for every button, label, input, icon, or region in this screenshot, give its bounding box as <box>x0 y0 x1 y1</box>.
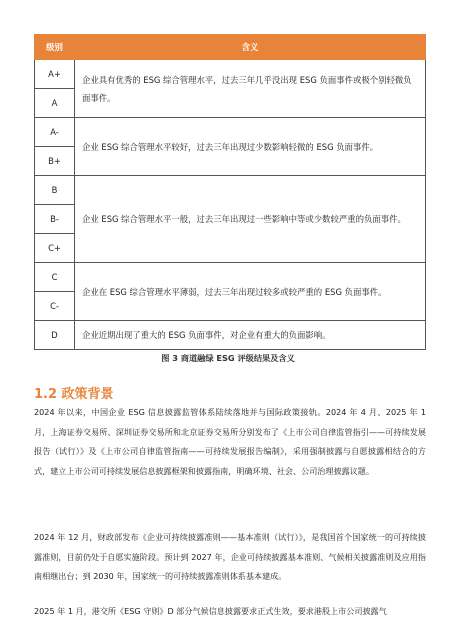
figure-caption: 图 3 商道融绿 ESG 评级结果及含义 <box>161 353 295 363</box>
table-row <box>35 263 426 292</box>
body-paragraph: 2024 年 12 月，财政部发布《企业可持续披露准则——基本准则（试行）》，是我国首个国家统一的可持续披露准则，目前仍处于自愿实施阶段。预计到 2027 年，企业可持续披露基本准则、气候相关披露准则及应用指南相继出台；到 2030 年，国家统一的可持续披露准则体系基本建成。 <box>34 532 426 581</box>
level-cell: C- <box>35 292 75 321</box>
esg-rating-table <box>34 34 426 350</box>
table-row <box>35 321 426 350</box>
meaning-cell: 企业 ESG 综合管理水平较好，过去三年出现过少数影响轻微的 ESG 负面事件。 <box>75 118 426 176</box>
level-cell: D <box>35 321 75 350</box>
table-row <box>35 118 426 147</box>
level-cell: A+ <box>35 60 75 89</box>
meaning-cell: 企业具有优秀的 ESG 综合管理水平，过去三年几乎没出现 ESG 负面事件或极个别轻微负面事件。 <box>75 60 426 118</box>
meaning-cell: 企业在 ESG 综合管理水平薄弱，过去三年出现过较多或较严重的 ESG 负面事件。 <box>75 263 426 321</box>
table-row <box>35 176 426 205</box>
header-meaning: 含义 <box>75 35 426 60</box>
meaning-cell: 企业 ESG 综合管理水平一般，过去三年出现过一些影响中等或少数较严重的负面事件。 <box>75 176 426 263</box>
level-cell: C+ <box>35 234 75 263</box>
level-cell: B <box>35 176 75 205</box>
level-cell: C <box>35 263 75 292</box>
header-level: 级别 <box>35 35 75 60</box>
body-paragraph: 2024 年以来，中国企业 ESG 信息披露监管体系陆续落地并与国际政策接轨。2024 年 4 月、2025 年 1 月，上海证券交易所、深圳证券交易所和北京证券交易所分别发布了《上市公司自律监管指引——可持续发展报告（试行）》及《上市公司自律监管指南——可持续发展报告编制》，采用强制披露与自愿披露相结合的方式，建立上市公司可持续发展信息披露框架和披露指南，明确环境、社会、公司治理披露议题。 <box>34 407 426 476</box>
table-header-row <box>35 35 426 60</box>
level-cell: A- <box>35 118 75 147</box>
meaning-cell: 企业近期出现了重大的 ESG 负面事件，对企业有重大的负面影响。 <box>75 321 426 350</box>
table-row <box>35 60 426 89</box>
level-cell: A <box>35 89 75 118</box>
level-cell: B+ <box>35 147 75 176</box>
body-paragraph: 2025 年 1 月，港交所《ESG 守则》D 部分气候信息披露要求正式生效，要求港股上市公司披露气 <box>34 606 387 616</box>
level-cell: B- <box>35 205 75 234</box>
section-title: 1.2 政策背景 <box>34 387 114 402</box>
